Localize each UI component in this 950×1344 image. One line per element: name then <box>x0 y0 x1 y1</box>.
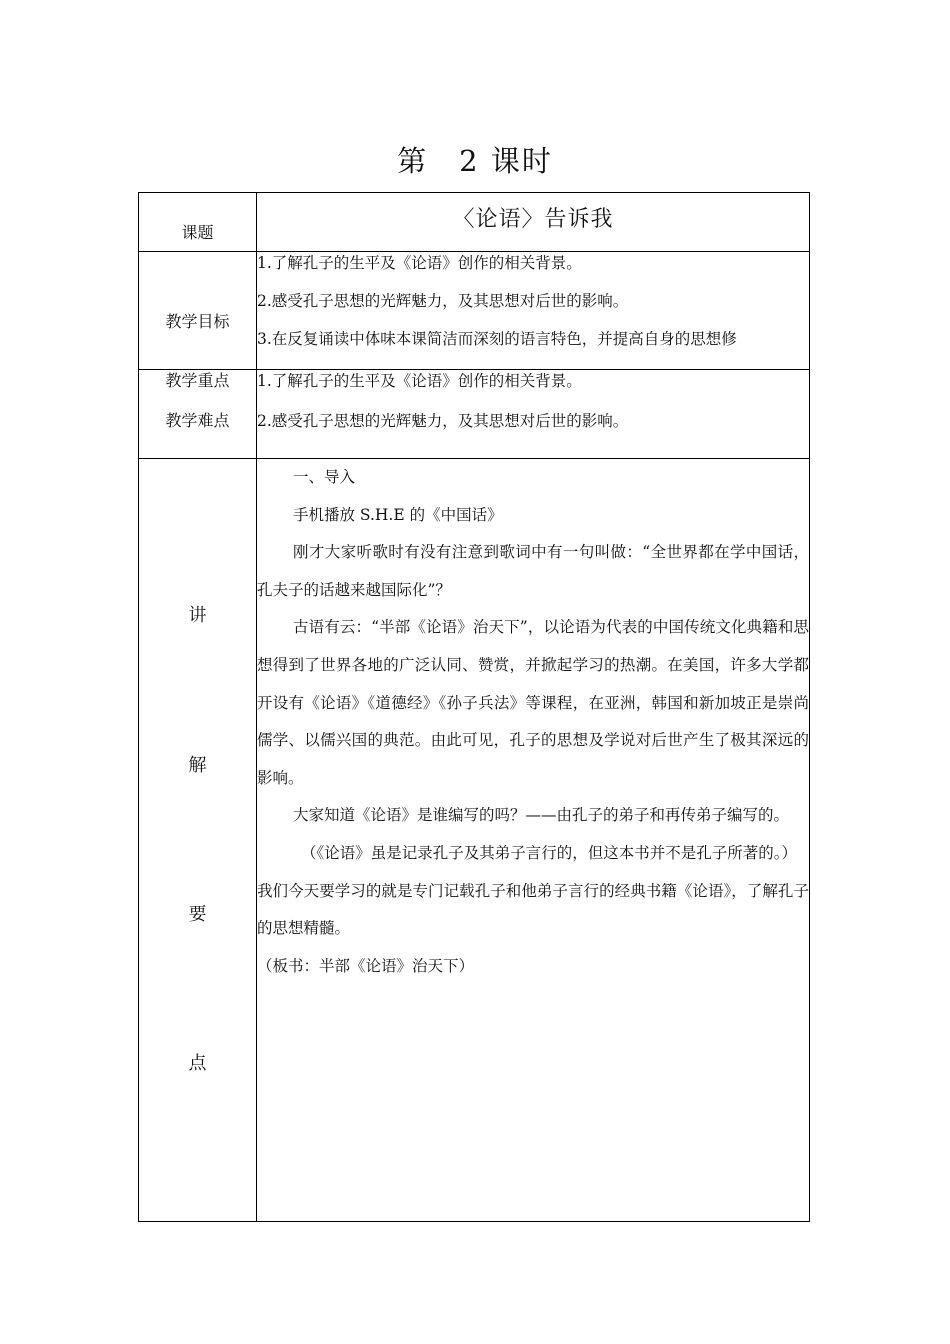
explanation-label-char: 讲 <box>188 605 207 626</box>
explanation-label-char: 解 <box>188 755 207 776</box>
focus-label-cell <box>139 370 257 459</box>
goal-item: 3.在反复诵读中体味本课简洁而深刻的语言特色，并提高自身的思想修 <box>257 330 737 348</box>
explanation-label-cell <box>139 459 257 1222</box>
lesson-plan-table <box>138 192 810 1222</box>
goals-label-cell <box>139 252 257 370</box>
body-paragraph: 大家知道《论语》是谁编写的吗？——由孔子的弟子和再传弟子编写的。 <box>293 806 790 825</box>
body-paragraph: 我们今天要学习的就是专门记载孔子和他弟子言行的经典书籍《论语》，了解孔子的思想精髓。 <box>257 881 809 938</box>
explanation-content <box>257 459 810 1222</box>
body-paragraph: 手机播放 S.H.E 的《中国话》 <box>293 505 503 524</box>
topic-row <box>139 193 810 252</box>
focus-item: 1.了解孔子的生平及《论语》创作的相关背景。 <box>257 372 582 390</box>
goal-item: 1.了解孔子的生平及《论语》创作的相关背景。 <box>257 254 582 272</box>
focus-list <box>257 370 810 459</box>
topic-label: 课题 <box>181 223 214 242</box>
explanation-label-char: 要 <box>188 904 207 925</box>
key-points-label: 教学重点 <box>165 371 230 390</box>
topic-value: 〈论语〉告诉我 <box>452 207 614 232</box>
goals-label: 教学目标 <box>165 312 230 331</box>
difficult-points-label: 教学难点 <box>165 411 230 430</box>
focus-item: 2.感受孔子思想的光辉魅力，及其思想对后世的影响。 <box>257 412 629 430</box>
explanation-row <box>139 459 810 1222</box>
board-note: （板书：半部《论语》治天下） <box>257 956 475 975</box>
topic-value-cell <box>257 193 810 252</box>
explanation-label-char: 点 <box>188 1053 207 1074</box>
goals-row <box>139 252 810 370</box>
goal-item: 2.感受孔子思想的光辉魅力，及其思想对后世的影响。 <box>257 292 629 310</box>
body-paragraph: 刚才大家听歌时有没有注意到歌词中有一句叫做：“全世界都在学中国话，孔夫子的话越来越国际化”？ <box>257 543 809 599</box>
section-heading: 一、导入 <box>293 468 356 486</box>
topic-label-cell <box>139 193 257 252</box>
focus-row <box>139 370 810 459</box>
goals-list <box>257 252 810 370</box>
page-title: 第 2 课时 <box>397 144 553 178</box>
body-paragraph: 古语有云：“半部《论语》治天下”，以论语为代表的中国传统文化典籍和思想得到了世界各地的广泛认同、赞赏，并掀起学习的热潮。在美国，许多大学都开设有《论语》《道德经》《孙子兵法》等课程，在亚洲，韩国和新加坡正是崇尚儒学、以儒兴国的典范。由此可见，孔子的思想及学说对后世产生了极其深远的影响。 <box>257 618 809 787</box>
body-paragraph: （《论语》虽是记录孔子及其弟子言行的，但这本书并不是孔子所著的。） <box>301 843 798 862</box>
